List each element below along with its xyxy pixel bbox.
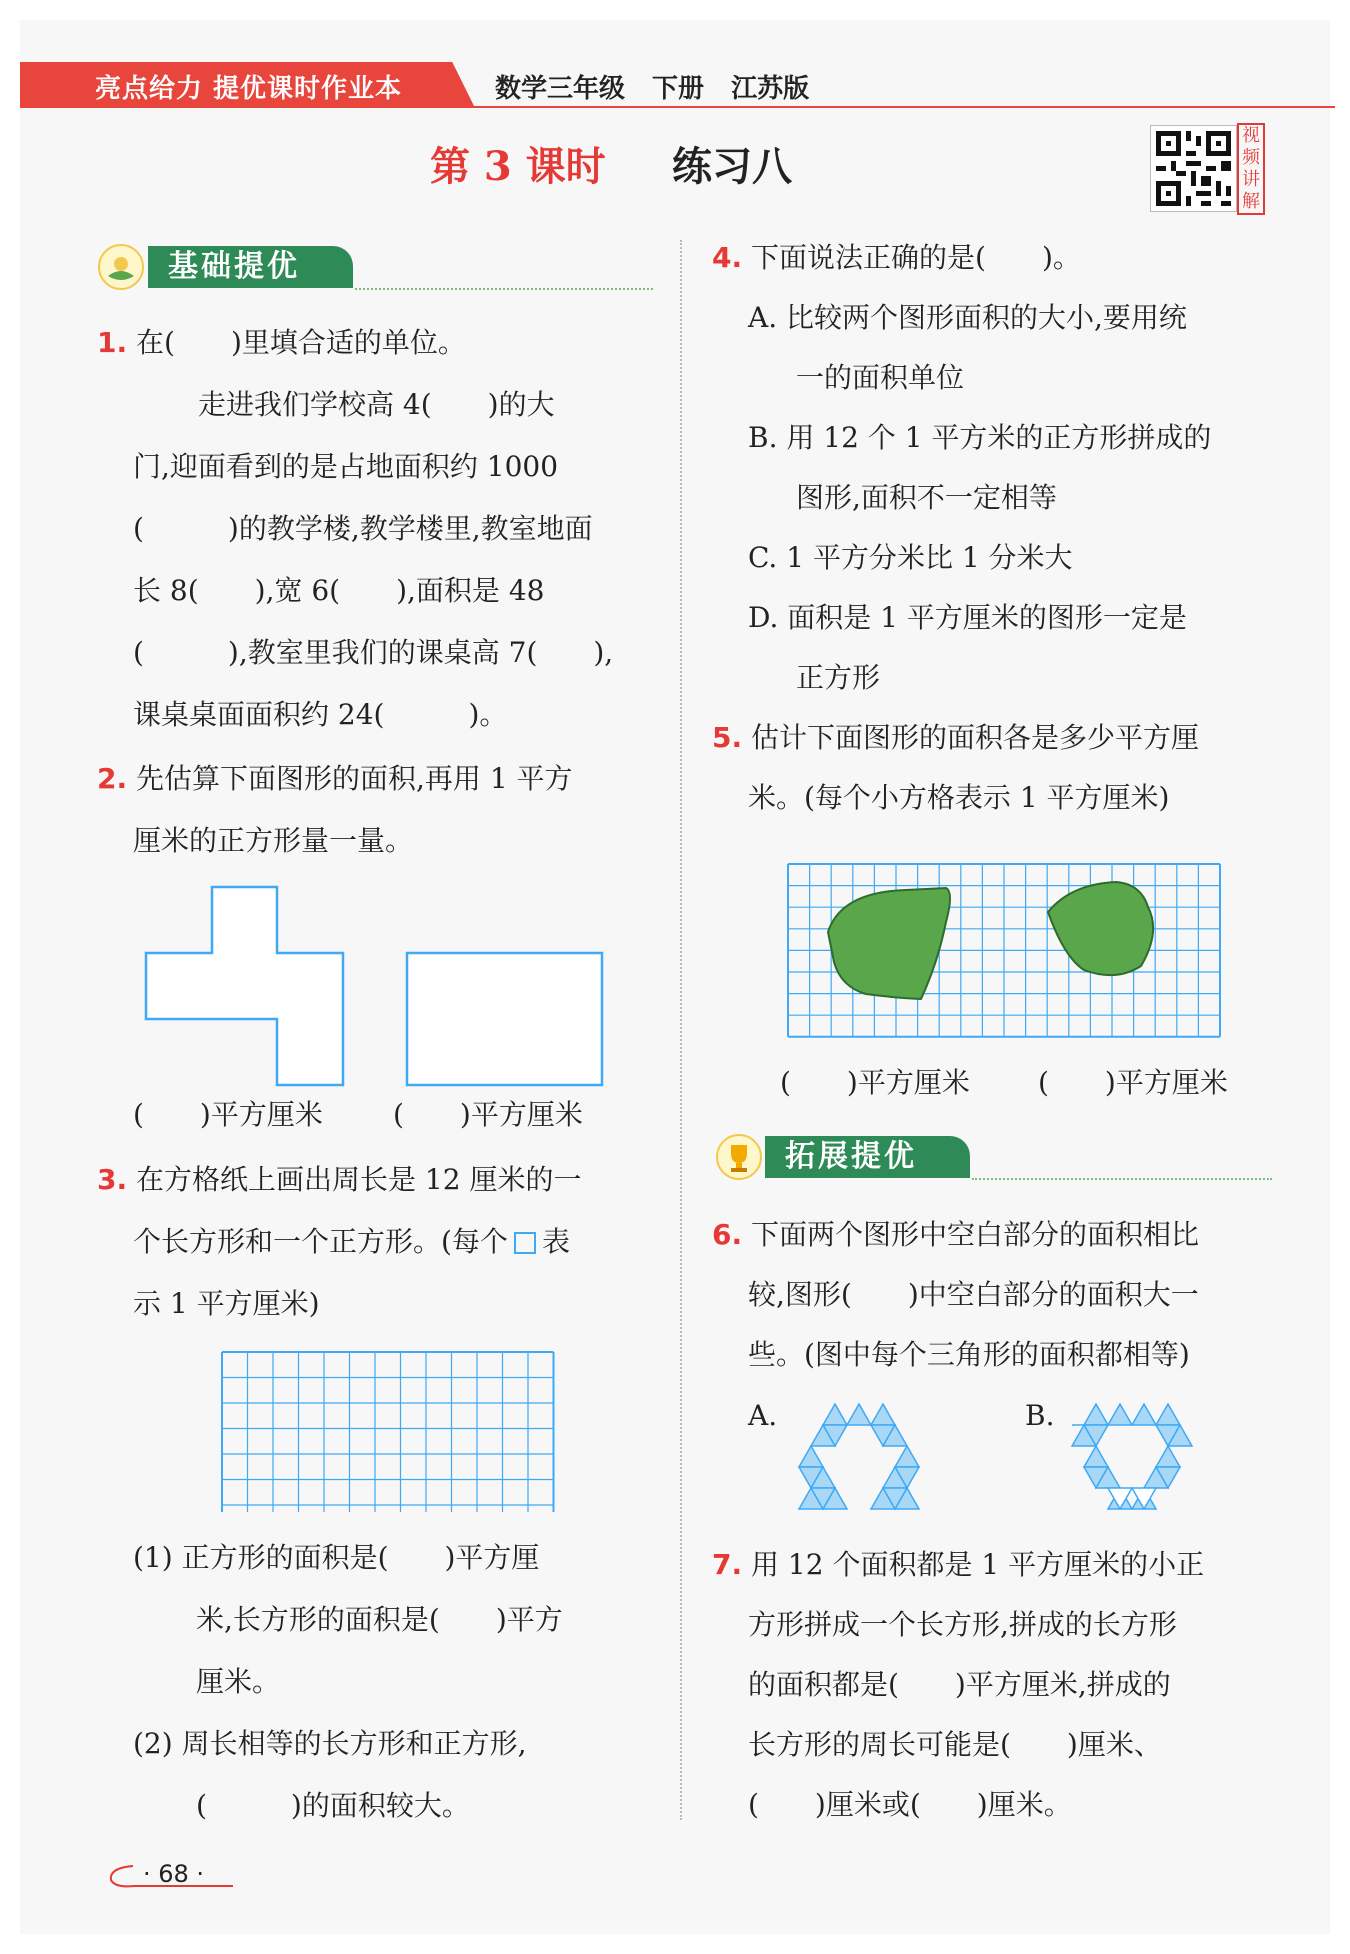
q2-answer-b[interactable]: ( )平方厘米 — [393, 1098, 583, 1131]
q1-line: ( ),教室里我们的课桌高 7( ), — [133, 636, 614, 669]
q6-label-b[interactable]: B. — [1025, 1399, 1055, 1432]
unit-square-icon — [514, 1232, 536, 1254]
q3-sub2-line: (2) 周长相等的长方形和正方形, — [133, 1727, 527, 1760]
q5-answer-a[interactable]: ( )平方厘米 — [780, 1066, 970, 1099]
q6-line: 下面两个图形中空白部分的面积相比 — [751, 1218, 1200, 1251]
q3-line: 示 1 平方厘米) — [133, 1287, 320, 1320]
section-extend-title: 拓展提优 — [765, 1136, 970, 1178]
qr-code-icon[interactable] — [1150, 125, 1237, 212]
section-basic-title: 基础提优 — [148, 246, 353, 288]
rectangle-shape — [407, 953, 602, 1085]
q2-line: 先估算下面图形的面积,再用 1 平方 — [136, 762, 573, 795]
q3-grid-paper[interactable] — [220, 1350, 558, 1512]
q3-line — [133, 1224, 570, 1260]
q7-line: ( )厘米或( )厘米。 — [748, 1788, 1072, 1821]
q7 — [712, 1547, 1204, 1583]
q4-prompt: 下面说法正确的是( )。 — [751, 241, 1081, 274]
q3-line: 在方格纸上画出周长是 12 厘米的一 — [136, 1163, 582, 1196]
section-extend-rule — [972, 1178, 1272, 1180]
q6-number: 6. — [712, 1218, 743, 1251]
q1-line: 走进我们学校高 4( )的大 — [198, 388, 555, 421]
q5-line: 米。(每个小方格表示 1 平方厘米) — [748, 781, 1170, 814]
q6-label-a[interactable]: A. — [748, 1399, 778, 1432]
q3-sub1-line: 米,长方形的面积是( )平方 — [196, 1603, 563, 1636]
q1-line: ( )的教学楼,教学楼里,教室地面 — [133, 512, 593, 545]
triangle-figure-a — [795, 1400, 925, 1515]
q7-number: 7. — [712, 1548, 743, 1581]
lesson-title: 练习八 — [672, 143, 792, 190]
q1-number: 1. — [97, 326, 128, 359]
q7-line: 用 12 个面积都是 1 平方厘米的小正 — [751, 1548, 1205, 1581]
header-rule — [470, 106, 1335, 108]
lesson-number: 第 3 课时 — [430, 143, 606, 190]
blob-shape-a — [828, 888, 950, 999]
q1-prompt: 在( )里填合适的单位。 — [136, 326, 466, 359]
q7-line: 长方形的周长可能是( )厘米、 — [748, 1728, 1162, 1761]
q3-sub2-line: ( )的面积较大。 — [196, 1789, 470, 1822]
q4-option-c[interactable]: C. 1 平方分米比 1 分米大 — [748, 541, 1073, 574]
q3 — [97, 1162, 581, 1198]
q6-line: 些。(图中每个三角形的面积都相等) — [748, 1338, 1190, 1371]
q6 — [712, 1217, 1199, 1253]
q2-figures — [140, 880, 620, 1095]
q5-answer-b[interactable]: ( )平方厘米 — [1038, 1066, 1228, 1099]
q5-number: 5. — [712, 721, 743, 754]
q3-line-text: 个长方形和一个正方形。(每个 — [133, 1225, 508, 1258]
q2-line: 厘米的正方形量一量。 — [133, 824, 414, 857]
seedling-icon — [98, 244, 144, 290]
blob-shape-b — [1048, 882, 1153, 975]
q4-option-b-cont: 图形,面积不一定相等 — [796, 481, 1057, 514]
q2-number: 2. — [97, 762, 128, 795]
q1 — [97, 325, 466, 361]
book-info: 数学三年级 下册 江苏版 — [495, 74, 810, 104]
q2 — [97, 761, 573, 797]
q1-line: 长 8( ),宽 6( ),面积是 48 — [133, 574, 545, 607]
trophy-icon — [716, 1134, 762, 1180]
q7-line: 的面积都是( )平方厘米,拼成的 — [748, 1668, 1171, 1701]
page-number: · 68 · — [143, 1860, 205, 1888]
q4-option-a[interactable]: A. 比较两个图形面积的大小,要用统 — [748, 301, 1187, 334]
q1-line: 门,迎面看到的是占地面积约 1000 — [133, 450, 559, 483]
cross-shape — [146, 887, 343, 1085]
q2-answer-a[interactable]: ( )平方厘米 — [133, 1098, 323, 1131]
q3-line-tail: 表 — [541, 1225, 570, 1258]
q3-number: 3. — [97, 1163, 128, 1196]
column-divider — [680, 240, 682, 1820]
q4-number: 4. — [712, 241, 743, 274]
q4-option-a-cont: 一的面积单位 — [796, 361, 965, 394]
q4 — [712, 240, 1081, 276]
q4-option-d[interactable]: D. 面积是 1 平方厘米的图形一定是 — [748, 601, 1187, 634]
section-basic-rule — [355, 288, 653, 290]
q5-line: 估计下面图形的面积各是多少平方厘 — [751, 721, 1200, 754]
q3-sub1-line: 厘米。 — [196, 1665, 281, 1698]
q4-option-d-cont: 正方形 — [796, 661, 881, 694]
q6-line: 较,图形( )中空白部分的面积大一 — [748, 1278, 1199, 1311]
q5 — [712, 720, 1199, 756]
q4-option-b[interactable]: B. 用 12 个 1 平方米的正方形拼成的 — [748, 421, 1212, 454]
q7-line: 方形拼成一个长方形,拼成的长方形 — [748, 1608, 1177, 1641]
qr-label: 视频讲解 — [1237, 123, 1265, 215]
q1-line: 课桌桌面面积约 24( )。 — [133, 698, 508, 731]
triangle-figure-b — [1068, 1400, 1198, 1515]
q5-grid — [786, 862, 1224, 1040]
q3-sub1-line: (1) 正方形的面积是( )平方厘 — [133, 1541, 540, 1574]
brand-title: 亮点给力 提优课时作业本 — [95, 74, 403, 104]
